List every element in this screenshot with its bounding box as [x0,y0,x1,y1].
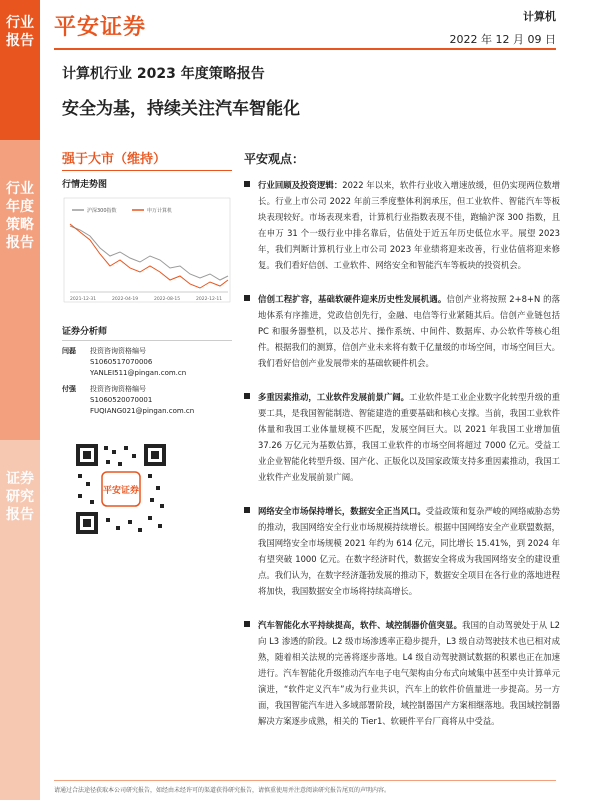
bullet-square-icon [244,295,250,301]
analyst-info [90,346,186,379]
bullet-square-icon [244,621,250,627]
series-line-hs300 [70,226,228,280]
key-point-text [258,291,560,371]
key-point-text [258,177,560,273]
x-tick-3: 2022-08-15 [154,297,181,302]
report-date: 2022 年 12 月 09 日 [449,33,556,46]
key-views-title: 平安观点： [244,152,305,166]
right-column [244,150,560,729]
key-point-heading: 信创工程扩容，基础软硬件迎来历史性发展机遇。 [258,294,447,304]
sidebar-report-type: 行业报告 [6,15,34,49]
trend-chart [62,196,232,316]
analyst-entry [62,346,232,379]
rating-label: 强于大市（维持） [62,152,167,167]
bullet-square-icon [244,393,250,399]
series-line-computer [70,224,228,288]
report-title: 计算机行业 2023 年度策略报告 [62,66,265,82]
header-divider [54,48,556,50]
x-tick-4: 2022-12-11 [196,297,223,302]
key-point-heading: 网络安全市场保持增长，数据安全正当风口。 [258,506,426,516]
analyst-entry [62,384,232,417]
qr-logo-text: 平安证券 [102,486,140,496]
trend-chart-svg [62,196,232,316]
footer-divider [54,780,556,781]
bullet-square-icon [244,507,250,513]
key-point [244,389,560,485]
trend-chart-label: 行情走势图 [62,180,108,190]
sidebar-bottom-block [0,440,40,800]
key-point [244,177,560,273]
legend-label-2: 申万计算机 [147,208,173,214]
key-point-body: 受益政策和复杂严峻的网络威胁态势的推动，我国网络安全行业市场规模持续增长。根据中国网络安全产业联盟数据，我国网络安全市场规模 2021 年约为 614 亿元，同比增长 15.41%，到 2024 年有望突破 1000 亿元。在数字经济时代，数据安全将成为我国网络安全的建设重点。我们认为，在数字经济蓬勃发展的推动下，数据安全项目在各行业的落地进程将加快，我国数据安全市场将持续高增长。 [258,506,561,596]
qr-code [72,440,170,538]
analysts-divider [62,340,232,341]
key-point-text [258,617,560,729]
rating-divider [62,170,232,171]
sidebar-top-block [0,0,40,140]
company-logo: 平安证券 [54,15,147,40]
key-point [244,503,560,599]
key-point-body: 信创产业将按照 2+8+N 的落地体系有序推进，党政信创先行，金融、电信等行业紧随其后。信创产业链包括 PC 和服务器整机，以及芯片、操作系统、中间件、数据库、办公软件等核心组件。根据我们的测算，信创产业未来将有数千亿量级的市场空间，市场空间巨大。我们看好信创产业发展带来的基础软硬件机会。 [258,294,561,368]
analyst-cert-label: 投资咨询资格编号 [90,347,146,355]
sidebar [0,0,40,800]
legend-label-1: 沪深300指数 [87,208,117,214]
left-column [62,148,232,417]
sidebar-mid-block [0,140,40,440]
sidebar-report-category: 行业年度策略报告 [6,181,34,251]
key-point-heading: 汽车智能化水平持续提高，软件、域控制器价值突显。 [258,620,463,630]
industry-label: 计算机 [523,10,556,23]
analyst-cert-label: 投资咨询资格编号 [90,385,146,393]
bullet-square-icon [244,181,250,187]
analyst-email[interactable]: FUQIANG021@pingan.com.cn [90,407,195,415]
x-tick-1: 2021-12-31 [70,297,97,302]
key-point-text [258,503,560,599]
footer-disclaimer: 请通过合法途径获取本公司研究报告，如经由未经许可的渠道获得研究报告，请慎重使用并注意阅读研究报告尾页的声明内容。 [54,787,391,794]
analyst-info [90,384,194,417]
key-point-body: 2022 年以来，软件行业收入增速放缓，但仍实现两位数增长。行业上市公司 2022 年前三季度整体利润承压，但工业软件、智能汽车等板块表现较好。市场表现来看，计算机行业指数表现不佳，跑输沪深 300 指数，且在申万 31 个一级行业中排名靠后，估值处于近五年历史低位水平。展望 2023 年，我们判断计算机行业上市公司 2023 年业绩将迎来改善，行业估值将迎来修复。我们看好信创、工业软件、网络安全和智能汽车等板块的投资机会。 [258,180,560,270]
key-point [244,291,560,371]
analyst-name: 闫磊 [62,347,76,355]
key-point-text [258,389,560,485]
key-point-heading: 行业回顾及投资逻辑： [258,180,343,190]
analyst-cert-number: S1060517070006 [90,358,153,366]
qr-code-svg [72,440,170,538]
key-point [244,617,560,729]
analysts-label: 证券分析师 [62,327,108,337]
key-point-body: 工业软件是工业企业数字化转型升级的重要工具，是我国智能制造、智能建造的重要基础和核心支撑。当前，我国工业软件体量和我国工业体量规模不匹配，发展空间巨大。以 2021 年我国工业增加值 37.26 万亿元为基数估算，我国工业软件的市场空间将超过 7000 亿元。受益工业企业智能化转型升级、国产化、正版化以及国家政策支持多重因素推动，我国工业软件产业发展前景广阔。 [258,392,561,482]
key-point-heading: 多重因素推动，工业软件发展前景广阔。 [258,392,410,402]
analyst-name: 付强 [62,385,76,393]
x-tick-2: 2022-04-19 [112,297,139,302]
analyst-cert-number: S1060520070001 [90,396,153,404]
sidebar-research-label: 证券研究报告 [6,471,34,523]
key-point-body: 我国的自动驾驶处于从 L2 向 L3 渗透的阶段。L2 级市场渗透率正稳步提升，L3 级自动驾驶技术也已相对成熟，随着相关法规的完善将逐步落地。L4 级自动驾驶测试数据的积累也正在加速进行。汽车智能化升级推动汽车电子电气架构由分布式向域集中甚至中央计算单元演进，“软件定义汽车”成为行业共识，汽车上的软件价值量进一步提高。另一方面，我国智能汽车进入多域部署阶段，域控制器国产方案相继落地。我国域控制器解决方案逐步成熟，相关的 Tier1、软硬件平台厂商将从中受益。 [258,620,561,726]
analyst-email[interactable]: YANLEI511@pingan.com.cn [90,369,187,377]
report-headline: 安全为基，持续关注汽车智能化 [62,99,300,119]
